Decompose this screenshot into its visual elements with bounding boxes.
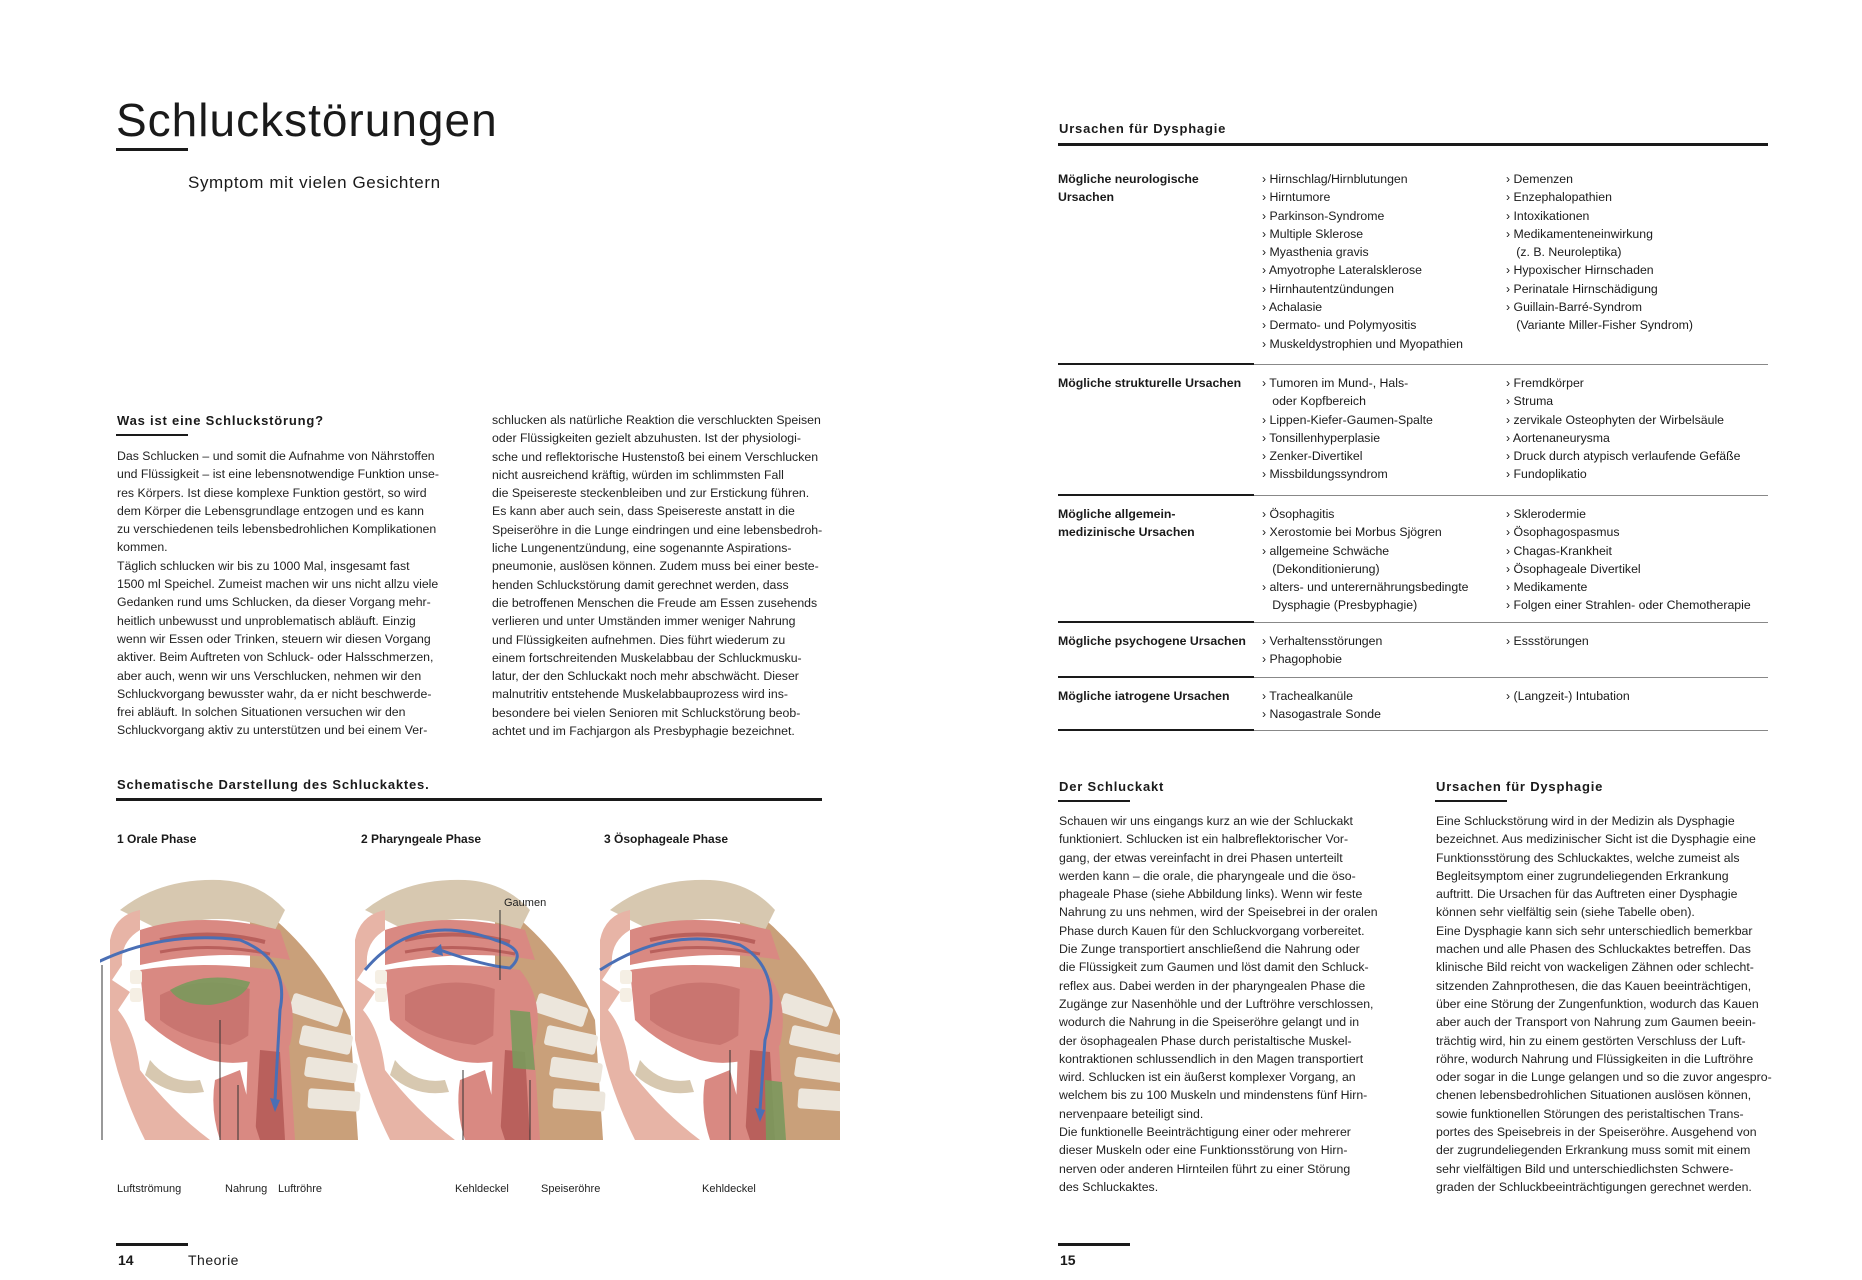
label-gaumen: Gaumen xyxy=(504,897,547,909)
schluckakt-underline xyxy=(1058,800,1130,802)
list-item: › Parkinson-Syndrome xyxy=(1262,208,1385,223)
list-item: › Dermato- und Polymyositis xyxy=(1262,318,1417,333)
table-row-category: Mögliche strukturelle Ursachen xyxy=(1058,376,1242,390)
section-heading-ursachen: Ursachen für Dysphagie xyxy=(1436,779,1604,794)
table-row-category: Mögliche allgemein- medizinische Ursachen xyxy=(1058,507,1195,540)
section-underline xyxy=(116,434,188,436)
list-item: › Missbildungssyndrom xyxy=(1262,467,1388,482)
label-kehldeckel-phase3: Kehldeckel xyxy=(702,1183,756,1195)
phase-label-pharyngeal: 2 Pharyngeale Phase xyxy=(361,832,482,846)
phase-label-oral: 1 Orale Phase xyxy=(117,832,197,846)
table-row-col2 xyxy=(1506,687,1768,705)
list-item: › Phagophobie xyxy=(1262,652,1342,667)
intro-text-col1: Das Schlucken – und somit die Aufnahme von Nährstoffen und Flüssigkeit – ist eine lebensnotwendige Funktion unse- res Körpers. Ist diese komplexe Funktion gestört, so wird dem Körper die Lebensgrundlage entzogen und es kann zu verschiedenen teils lebensbedrohlichen Komplikationen kommen. Täglich schlucken wir bis zu 1000 Mal, insgesamt fast 1500 ml Speichel. Zumeist machen wir uns nicht allzu viele Gedanken rund ums Schlucken, da dieser Vorgang mehr- heitlich unbewusst und unproblematisch abläuft. Einzig wenn wir Essen oder Trinken, steuern wir diesen Vorgang aktiver. Beim Auftreten von Schluck- oder Halsschmerzen, aber auch, wenn wir uns Verschlucken, nehmen wir den Schluckvorgang bewusster wahr, da er nicht beschwerde- frei abläuft. In solchen Situationen versuchen wir den Schluckvorgang aktiv zu unterstützen und bei einem Ver- xyxy=(117,449,439,738)
table-row-col2 xyxy=(1506,170,1768,335)
list-item: › Folgen einer Strahlen- oder Chemotherapie xyxy=(1506,598,1751,613)
list-item: › Aortenaneurysma xyxy=(1506,430,1610,445)
list-item: › Ösophagitis xyxy=(1262,507,1335,521)
list-item: › Sklerodermie xyxy=(1506,507,1586,521)
phase-label-esophageal: 3 Ösophageale Phase xyxy=(604,832,729,846)
list-item: › Perinatale Hirnschädigung xyxy=(1506,281,1658,296)
footer-rule-right xyxy=(1058,1243,1130,1246)
label-speiseroehre: Speiseröhre xyxy=(541,1183,601,1195)
list-item: › Verhaltensstörungen xyxy=(1262,634,1383,648)
list-item: › (Langzeit-) Intubation xyxy=(1506,689,1630,703)
table-row-divider-strong xyxy=(1058,621,1254,623)
phase3-head xyxy=(600,880,840,1140)
list-item: › Multiple Sklerose xyxy=(1262,226,1364,241)
footer-section-label: Theorie xyxy=(188,1252,239,1268)
list-item: (Dekonditionierung) xyxy=(1262,561,1380,576)
page-number-left: 14 xyxy=(118,1252,134,1268)
table-heading-rule xyxy=(1058,143,1768,146)
table-row-divider-strong xyxy=(1058,729,1254,731)
table-row-category: Mögliche neurologische Ursachen xyxy=(1058,172,1199,205)
label-luftstroemung: Luftströmung xyxy=(117,1183,182,1195)
list-item: oder Kopfbereich xyxy=(1262,394,1366,409)
list-item: › Hirnhautentzündungen xyxy=(1262,281,1394,296)
list-item: › Hirntumore xyxy=(1262,190,1331,205)
table-row-col1 xyxy=(1262,687,1502,724)
label-nahrung: Nahrung xyxy=(225,1183,268,1195)
list-item: › allgemeine Schwäche xyxy=(1262,543,1390,558)
table-row-col1 xyxy=(1262,374,1502,484)
list-item: (Variante Miller-Fisher Syndrom) xyxy=(1506,318,1693,333)
list-item: › Hirnschlag/Hirnblutungen xyxy=(1262,172,1408,186)
table-row-divider-strong xyxy=(1058,363,1254,365)
phase2-head xyxy=(355,880,606,1140)
section-heading-schluckstoerung: Was ist eine Schluckstörung? xyxy=(117,413,324,428)
list-item: › Essstörungen xyxy=(1506,634,1589,648)
swallow-diagram xyxy=(100,870,840,1190)
page-subtitle: Symptom mit vielen Gesichtern xyxy=(188,173,441,192)
list-item: › Struma xyxy=(1506,394,1554,409)
table-row-category: Mögliche iatrogene Ursachen xyxy=(1058,689,1230,703)
table-row-divider-strong xyxy=(1058,676,1254,678)
list-item: › Enzephalopathien xyxy=(1506,190,1612,205)
list-item: › Fundoplikatio xyxy=(1506,467,1587,482)
list-item: › Nasogastrale Sonde xyxy=(1262,707,1381,722)
list-item: › Muskeldystrophien und Myopathien xyxy=(1262,336,1463,351)
list-item: › Druck durch atypisch verlaufende Gefäße xyxy=(1506,449,1741,464)
list-item: › Amyotrophe Lateralsklerose xyxy=(1262,263,1422,278)
list-item: › Chagas-Krankheit xyxy=(1506,543,1612,558)
list-item: › Xerostomie bei Morbus Sjögren xyxy=(1262,525,1442,540)
schluckakt-text: Schauen wir uns eingangs kurz an wie der Schluckakt funktioniert. Schlucken ist ein halbreflektorischer Vor- gang, der etwas vereinfacht in drei Phasen unterteilt werden kann – die orale, die pharyngeale und die öso- phageale Phase (siehe Abbildung links). Wenn wir feste Nahrung zu uns nehmen, wird der Speisebrei in der oralen Phase durch Kauen für den Schluckvorgang vorbereitet. Die Zunge transportiert anschließend die Nahrung oder die Flüssigkeit zum Gaumen und löst damit den Schluck- reflex aus. Dabei werden in der pharyngealen Phase die Zugänge zur Nasenhöhle und der Luftröhre verschlossen, wodurch die Nahrung in die Speiseröhre gelangt und in der ösophagealen Phase durch peristaltische Muskel- kontraktionen schlussendlich in den Magen transportiert wird. Schlucken ist ein äußerst komplexer Vorgang, an welchem bis zu 100 Muskeln und mindenstens fünf Hirn- nervenpaare beteiligt sind. Die funktionelle Beeinträchtigung einer oder mehrerer dieser Muskeln oder eine Funktionsstörung von Hirn- nerven oder anderen Hirnteilen führt zu einer Störung des Schluckaktes. xyxy=(1059,814,1378,1194)
list-item: (z. B. Neuroleptika) xyxy=(1506,245,1622,260)
table-row-col1 xyxy=(1262,632,1502,669)
list-item: › Trachealkanüle xyxy=(1262,689,1353,703)
list-item: › Zenker-Divertikel xyxy=(1262,449,1363,464)
table-row-col1 xyxy=(1262,505,1502,615)
list-item: › zervikale Osteophyten der Wirbelsäule xyxy=(1506,412,1725,427)
table-row-col2 xyxy=(1506,505,1768,615)
ursachen-underline xyxy=(1435,800,1507,802)
list-item: › Demenzen xyxy=(1506,172,1573,186)
list-item: › alters- und unterernährungsbedingte xyxy=(1262,580,1469,595)
phase1-head xyxy=(100,880,361,1140)
list-item: › Medikamente xyxy=(1506,580,1588,595)
list-item: › Tonsillenhyperplasie xyxy=(1262,430,1381,445)
list-item: › Ösophagospasmus xyxy=(1506,525,1620,540)
list-item: › Medikamenteneinwirkung xyxy=(1506,226,1653,241)
list-item: › Tumoren im Mund-, Hals- xyxy=(1262,376,1409,390)
page-title: Schluckstörungen xyxy=(116,94,498,146)
list-item: › Fremdkörper xyxy=(1506,376,1584,390)
ursachen-text: Eine Schluckstörung wird in der Medizin als Dysphagie bezeichnet. Aus medizinischer Sicht ist die Dysphagie eine Funktionsstörung des Schluckaktes, welche zumeist als Begleitsymptom einer zugrundeliegenden Erkrankung auftritt. Die Ursachen für das Auftreten einer Dysphagie können sehr vielfältig sein (siehe Tabelle oben). Eine Dysphagie kann sich sehr unterschiedlich bemerkbar machen und alle Phasen des Schluckaktes betreffen. Das klinische Bild reicht von wackeligen Zähnen oder schlecht- sitzenden Zahnprothesen, die das Kauen beeinträchtigen, über eine Störung der Zungenfunktion, wodurch das Kauen aber auch der Transport von Nahrung zum Gaumen beein- trächtig wird, hin zu einem gestörten Verschluss der Luft- röhre, wodurch Nahrung und Flüssigkeiten in die Luftröhre oder sogar in die Lunge gelangen und so die zuvor angespro- chenen lebensbedrohlichen Situationen auslösen können, sowie funktionellen Störungen des peristaltischen Trans- portes des Speisebreis in der Speiseröhre. Ausgehend von der zugrundeliegenden Erkrankung muss somit mit einem sehr vielfältigen Bild und unterschiedlichsten Schwere- graden der Schluckbeeinträchtigungen gerechnet werden. xyxy=(1436,814,1772,1194)
list-item: › Lippen-Kiefer-Gaumen-Spalte xyxy=(1262,412,1433,427)
list-item: › Ösophageale Divertikel xyxy=(1506,561,1641,576)
title-underline xyxy=(116,148,188,151)
label-luftroehre: Luftröhre xyxy=(278,1183,323,1195)
list-item: › Guillain-Barré-Syndrom xyxy=(1506,300,1642,315)
list-item: › Achalasie xyxy=(1262,300,1323,315)
list-item: › Myasthenia gravis xyxy=(1262,245,1369,260)
list-item: › Intoxikationen xyxy=(1506,208,1590,223)
label-kehldeckel-phase2: Kehldeckel xyxy=(455,1183,509,1195)
intro-text-col2: schlucken als natürliche Reaktion die verschluckten Speisen oder Flüssigkeiten gezielt abzuhusten. Ist der physiologi- sche und reflektorische Hustenstoß bei einem Verschlucken nicht ausreichend kräftig, würden im schlimmsten Fall die Speisereste steckenbleiben und zur Erstickung führen. Es kann aber auch sein, dass Speisereste anstatt in die Speiseröhre in die Lunge eindringen und eine lebensbedroh- liche Lungenentzündung, eine sogenannte Aspirations- pneumonie, auslösen können. Zudem muss bei einer beste- henden Schluckstörung damit gerechnet werden, dass die betroffenen Menschen die Freude am Essen zusehends verlieren und unter Umständen immer weniger Nahrung und Flüssigkeiten aufnehmen. Dies führt wiederum zu einem fortschreitenden Muskelabbau der Schluckmusku- latur, der den Schluckakt noch mehr abschwächt. Dieser malnutritiv entstehende Muskelabbauprozess wird ins- besondere bei vielen Senioren mit Schluckstörung beob- achtet und im Fachjargon als Presbyphagie bezeichnet. xyxy=(492,413,823,739)
table-row-divider-strong xyxy=(1058,494,1254,496)
footer-rule-left xyxy=(116,1243,188,1246)
table-row-col2 xyxy=(1506,374,1768,484)
page-number-right: 15 xyxy=(1060,1252,1076,1268)
table-row-category: Mögliche psychogene Ursachen xyxy=(1058,634,1246,648)
table-row-col1 xyxy=(1262,170,1502,353)
diagram-heading-rule xyxy=(116,798,822,801)
list-item: Dysphagie (Presbyphagie) xyxy=(1262,598,1418,613)
section-heading-schluckakt: Der Schluckakt xyxy=(1059,779,1165,794)
table-row-col2 xyxy=(1506,632,1768,650)
table-heading: Ursachen für Dysphagie xyxy=(1059,121,1227,136)
list-item: › Hypoxischer Hirnschaden xyxy=(1506,263,1654,278)
diagram-heading: Schematische Darstellung des Schluckaktes. xyxy=(117,777,430,792)
